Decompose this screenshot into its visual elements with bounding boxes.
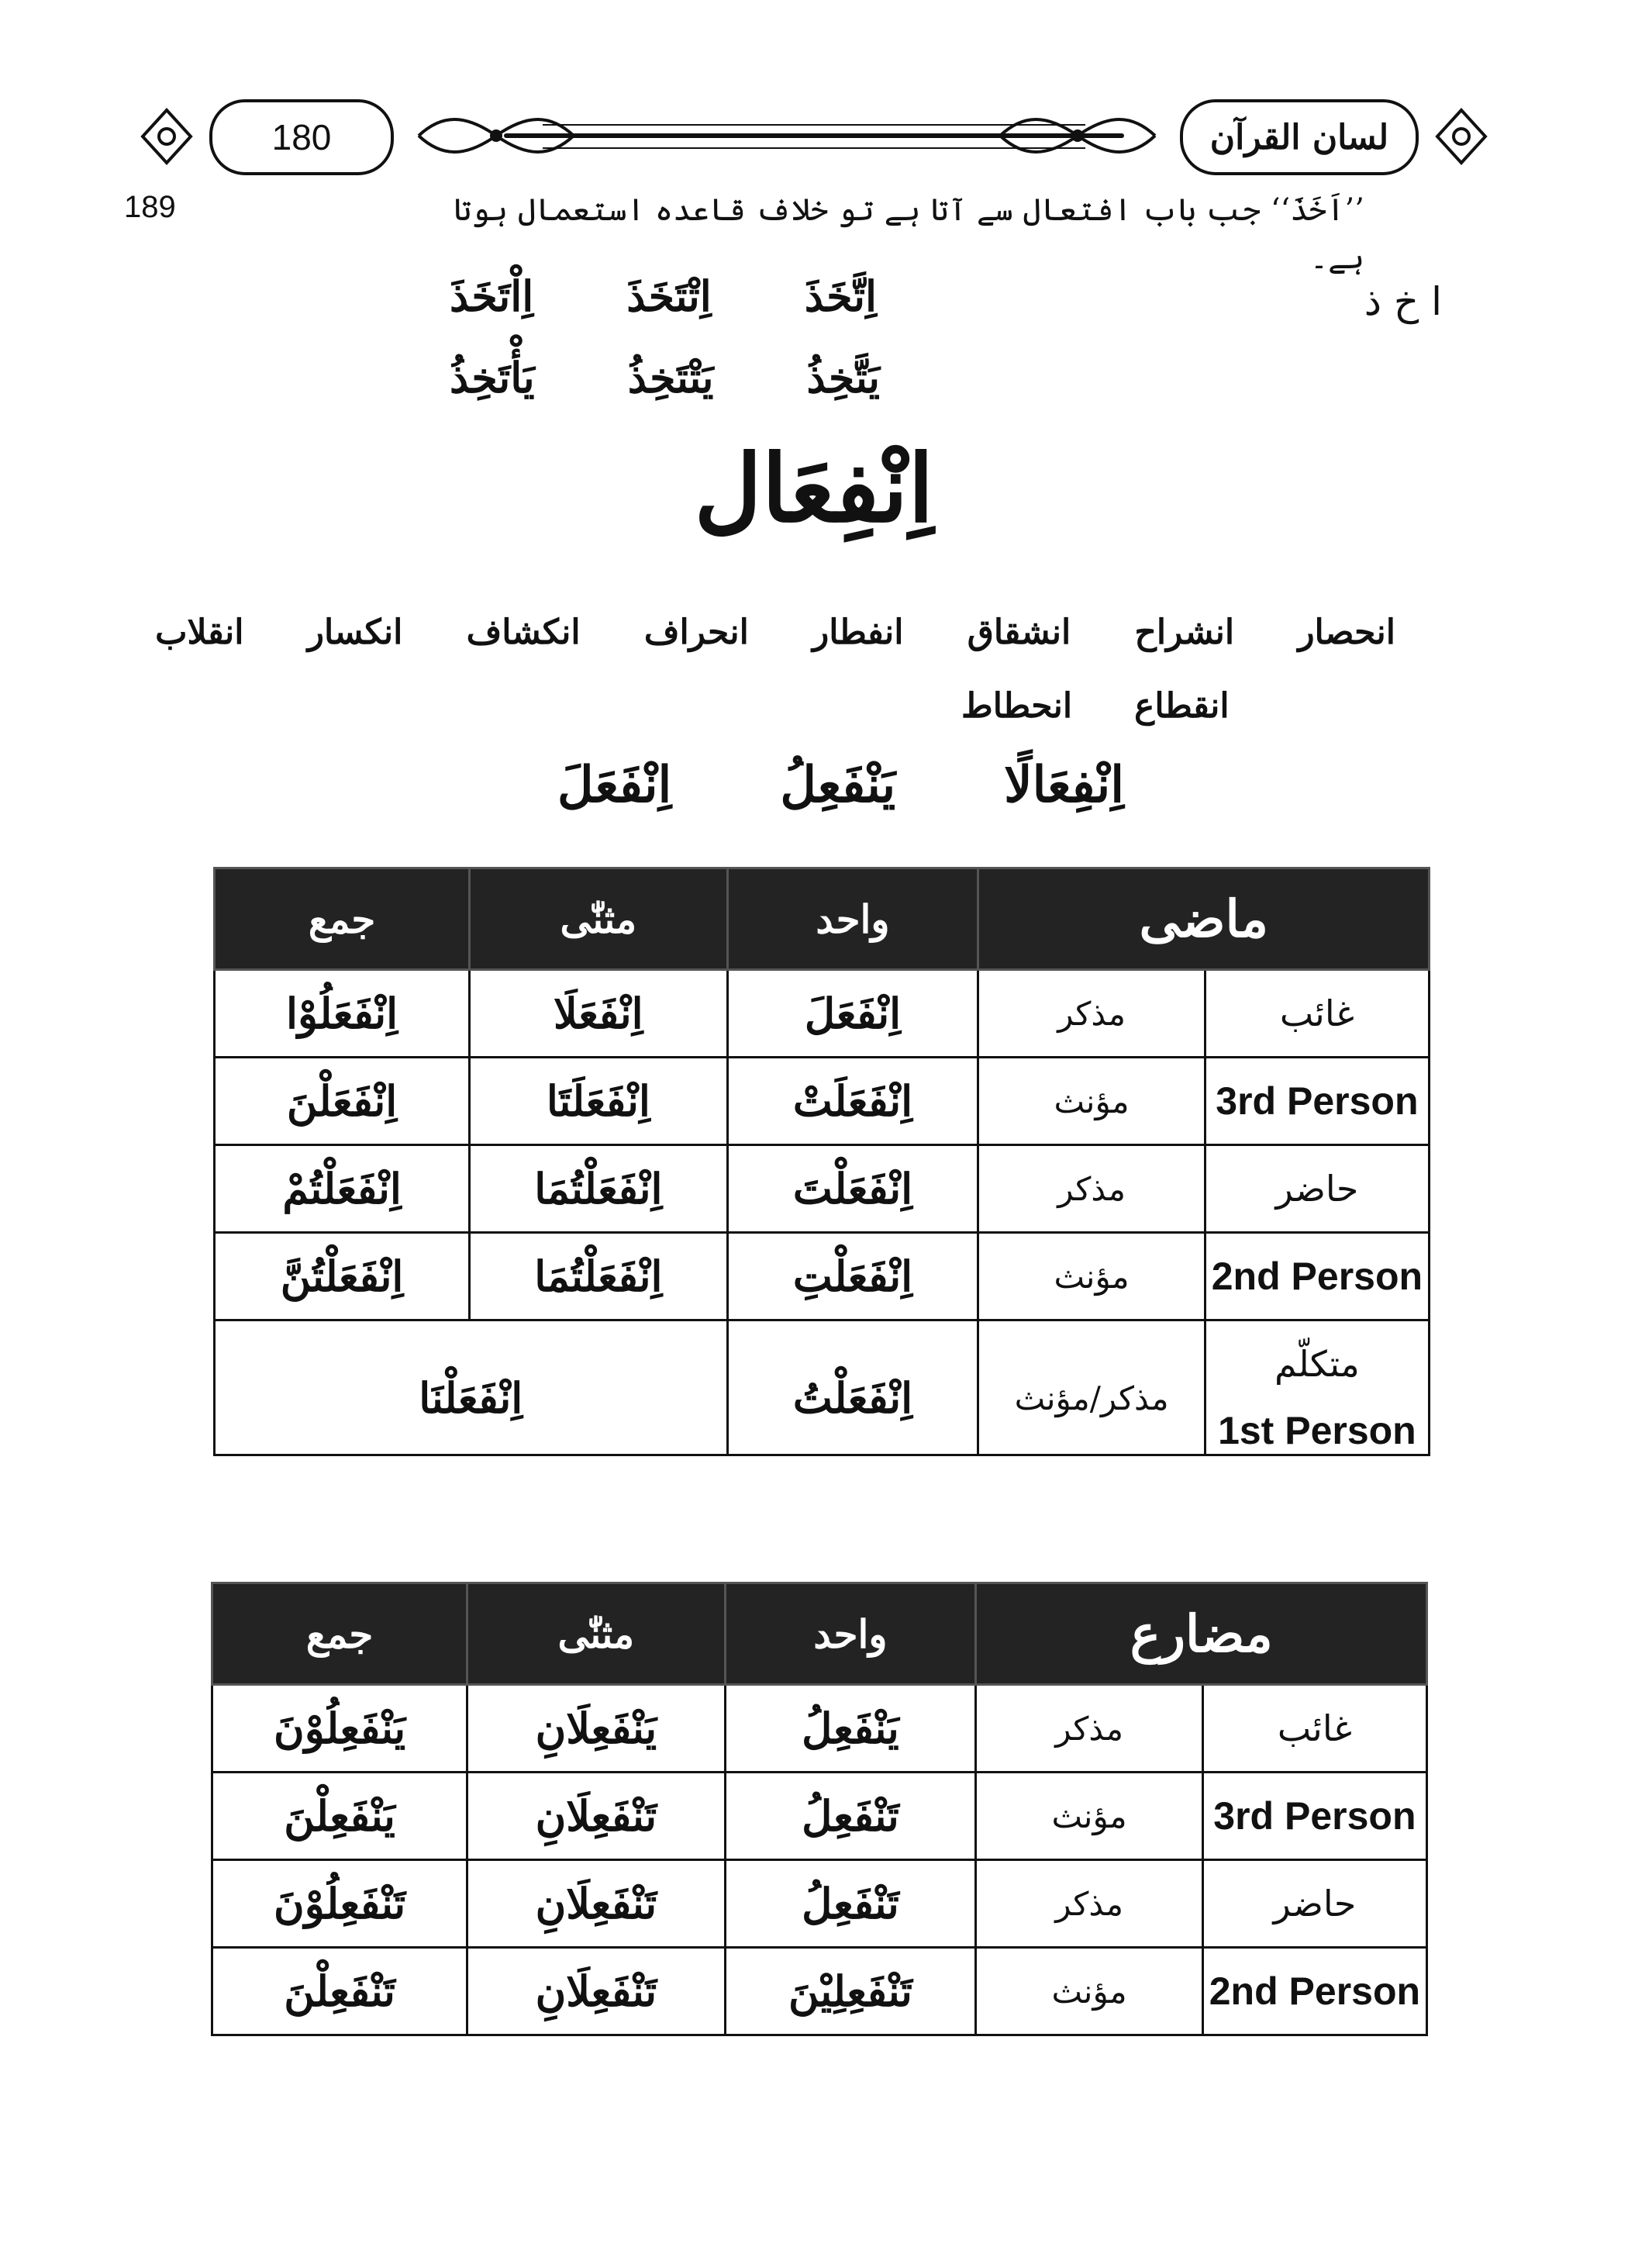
gender-cell: مذکر xyxy=(978,970,1205,1058)
bab-form: اِنْفَعَلَ xyxy=(557,756,672,814)
example-word: انحطاط xyxy=(961,686,1073,726)
form-cell: اِنْفَعَلْتُنَّ xyxy=(215,1233,470,1320)
knot-ornament-icon xyxy=(140,107,194,166)
page-header xyxy=(140,93,1488,178)
form-cell: اِنْفَعَلْنَ xyxy=(215,1058,470,1145)
column-header: مثنّٰی xyxy=(470,868,727,970)
person-cell: حاضر xyxy=(1205,1145,1429,1233)
knot-ornament-icon xyxy=(1434,107,1488,166)
form-cell: تَنْفَعِلَانِ xyxy=(467,1860,725,1948)
gender-cell: مؤنث xyxy=(978,1058,1205,1145)
form-cell: اِنْفَعَلَ xyxy=(727,970,978,1058)
form-cell: تَنْفَعِلِیْنَ xyxy=(725,1948,976,2035)
table-row xyxy=(215,1233,1430,1320)
form-cell: تَنْفَعِلُ xyxy=(725,1773,976,1860)
madi-conjugation-table xyxy=(213,867,1430,1456)
table-title: مضارع xyxy=(976,1583,1427,1685)
reference-number: 189 xyxy=(124,190,176,224)
root-present-forms xyxy=(450,353,1225,402)
masdar-examples xyxy=(961,686,1395,726)
form-cell: یَنْفَعِلْنَ xyxy=(212,1773,467,1860)
gender-cell: مؤنث xyxy=(976,1773,1202,1860)
column-header: جمع xyxy=(215,868,470,970)
form-cell: اِنْفَعَلْتَ xyxy=(727,1145,978,1233)
form-cell: اِنْفَعَلَا xyxy=(470,970,727,1058)
person-cell: غائب xyxy=(1202,1685,1426,1773)
table-row xyxy=(215,1145,1430,1233)
book-title: لسان القرآن xyxy=(1180,99,1419,175)
root-past-forms xyxy=(450,271,1225,321)
person-cell: 2nd Person xyxy=(1205,1233,1429,1320)
form-cell: یَنْفَعِلَانِ xyxy=(467,1685,725,1773)
person-cell: 2nd Person xyxy=(1202,1948,1426,2035)
column-header: واحد xyxy=(725,1583,976,1685)
column-header: جمع xyxy=(212,1583,467,1685)
person-label-urdu: متکلّم xyxy=(1274,1343,1360,1385)
root-form: اِتْتَخَذَ xyxy=(626,271,712,321)
gender-cell: مؤنث xyxy=(978,1233,1205,1320)
root-form: یَتَّخِذُ xyxy=(806,353,881,402)
root-form: یَتْتَخِذُ xyxy=(627,353,714,402)
floral-ornament-icon xyxy=(992,110,1163,161)
example-word: انقطاع xyxy=(1134,686,1230,726)
intro-text: ’’اَخَذَ‘‘ جب باب افتعال سے آتا ہے تو خلاف قاعدہ استعمال ہوتا ہے۔ xyxy=(453,192,1364,276)
person-cell: حاضر xyxy=(1202,1860,1426,1948)
example-word: انحراف xyxy=(643,613,749,652)
table-row xyxy=(215,970,1430,1058)
example-word: انشراح xyxy=(1134,613,1235,652)
root-form: یَأْتَخِذُ xyxy=(450,353,535,402)
form-cell: یَنْفَعِلُوْنَ xyxy=(212,1685,467,1773)
example-word: انفطار xyxy=(812,613,904,652)
table-row xyxy=(212,1860,1427,1948)
gender-cell: مذکر xyxy=(976,1860,1202,1948)
column-header: مثنّٰی xyxy=(467,1583,725,1685)
form-cell: اِنْفَعَلُوْا xyxy=(215,970,470,1058)
form-cell: تَنْفَعِلَانِ xyxy=(467,1773,725,1860)
table-header-row xyxy=(212,1583,1427,1685)
form-cell: تَنْفَعِلَانِ xyxy=(467,1948,725,2035)
table-row xyxy=(215,1320,1430,1455)
form-cell: اِنْفَعَلْتُ xyxy=(727,1320,978,1455)
table-row xyxy=(212,1948,1427,2035)
bab-form: اِنْفِعَالًا xyxy=(1004,756,1124,814)
example-word: انکسار xyxy=(307,613,403,652)
page-number: 180 xyxy=(209,99,394,175)
root-label: ا خ ذ xyxy=(1364,279,1442,324)
column-header: واحد xyxy=(727,868,978,970)
form-cell: اِنْفَعَلْتِ xyxy=(727,1233,978,1320)
mudari-conjugation-table xyxy=(211,1582,1428,2036)
table-header-row xyxy=(215,868,1430,970)
bab-forms xyxy=(557,756,1124,814)
bab-form: یَنْفَعِلُ xyxy=(780,756,896,814)
gender-cell: مذکر xyxy=(976,1685,1202,1773)
gender-cell: مذکر/مؤنث xyxy=(978,1320,1205,1455)
person-cell xyxy=(1205,1320,1429,1455)
root-form: اِاْتَخَذَ xyxy=(450,271,534,321)
form-cell: اِنْفَعَلْتُمْ xyxy=(215,1145,470,1233)
example-word: انحصار xyxy=(1298,613,1395,652)
form-cell: تَنْفَعِلُوْنَ xyxy=(212,1860,467,1948)
form-cell: تَنْفَعِلُ xyxy=(725,1860,976,1948)
table-row xyxy=(215,1058,1430,1145)
form-cell: یَنْفَعِلُ xyxy=(725,1685,976,1773)
form-cell: اِنْفَعَلَتْ xyxy=(727,1058,978,1145)
person-cell: غائب xyxy=(1205,970,1429,1058)
form-cell: اِنْفَعَلَتَا xyxy=(470,1058,727,1145)
example-word: انقلاب xyxy=(155,613,244,652)
person-cell: 3rd Person xyxy=(1205,1058,1429,1145)
table-row xyxy=(212,1773,1427,1860)
example-word: انشقاق xyxy=(967,613,1071,652)
form-cell: اِنْفَعَلْتُمَا xyxy=(470,1145,727,1233)
masdar-examples xyxy=(155,613,1395,652)
form-cell: اِنْفَعَلْتُمَا xyxy=(470,1233,727,1320)
gender-cell: مذکر xyxy=(978,1145,1205,1233)
person-cell: 3rd Person xyxy=(1202,1773,1426,1860)
form-cell: اِنْفَعَلْنَا xyxy=(215,1320,728,1455)
table-title: ماضی xyxy=(978,868,1430,970)
root-form: اِتَّخَذَ xyxy=(804,271,878,321)
chapter-title: اِنْفِعَال xyxy=(694,434,934,544)
floral-ornament-icon xyxy=(411,110,581,161)
example-word: انکشاف xyxy=(466,613,581,652)
person-label-english: 1st Person xyxy=(1218,1409,1416,1452)
gender-cell: مؤنث xyxy=(976,1948,1202,2035)
form-cell: تَنْفَعِلْنَ xyxy=(212,1948,467,2035)
table-row xyxy=(212,1685,1427,1773)
